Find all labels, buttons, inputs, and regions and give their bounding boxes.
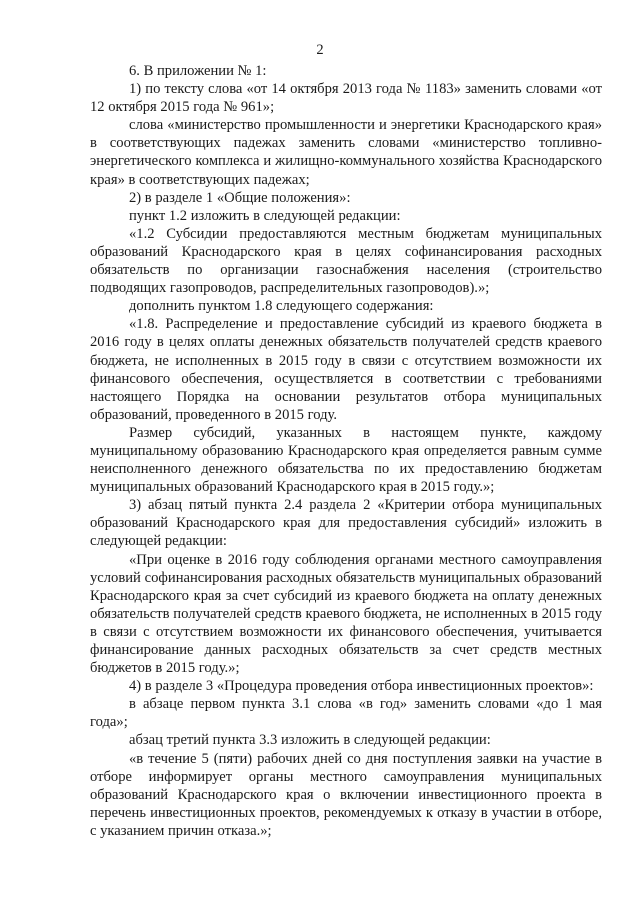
paragraph-item-3: 3) абзац пятый пункта 2.4 раздела 2 «Критерии отбора муниципальных образований Краснодарского края для предоставления субсидий» изложить в следующей редакции: <box>90 497 602 550</box>
paragraph-subsidy-amount: Размер субсидий, указанных в настоящем пункте, каждому муниципальному образованию Краснодарского края определяется равным сумме неисполненного денежного обязательства по их предоставлению бюджетам муниципальных образований Краснодарского края в 2015 году.»; <box>90 424 602 496</box>
paragraph-item-1: 1) по тексту слова «от 14 октября 2013 года № 1183» заменить словами «от 12 октября 2015 года № 961»; <box>90 81 602 116</box>
paragraph-clause-1-2-intro: пункт 1.2 изложить в следующей редакции: <box>129 207 401 224</box>
paragraph-section-6: 6. В приложении № 1: <box>129 63 267 79</box>
paragraph-assessment-2016: «При оценке в 2016 году соблюдения органами местного самоуправления условий софинансирования расходных обязательств муниципальных образований Краснодарского края за счет субсидий из краевого бюджета на оплату денежных обязательств получателей средств краевого бюджета, не исполненных в 2015 году в связи с отсутствием возможности их финансового обеспечения, учитывается финансирование данных расходных обязательств за счет средств местных бюджетов в 2015 году.»; <box>90 551 602 677</box>
paragraph-item-2: 2) в разделе 1 «Общие положения»: <box>129 189 351 206</box>
paragraph-clause-3-1: в абзаце первом пункта 3.1 слова «в год» заменить словами «до 1 мая года»; <box>90 696 602 731</box>
paragraph-clause-1-2: «1.2 Субсидии предоставляются местным бюджетам муниципальных образований Краснодарского края в целях софинансирования расходных обязательств по организации газоснабжения населения (строительство подводящих газопроводов, распределительных газопроводов).»; <box>90 225 602 297</box>
paragraph-item-4: 4) в разделе 3 «Процедура проведения отбора инвестиционных проектов»: <box>129 678 594 695</box>
paragraph-clause-3-3: «в течение 5 (пяти) рабочих дней со дня поступления заявки на участие в отборе информирует органы местного самоуправления муниципальных образований Краснодарского края о включении инвестиционного проекта в перечень инвестиционных проектов, рекомендуемых к отказу в участии в отборе, с указанием причин отказа.»; <box>90 750 602 839</box>
paragraph-clause-1-8: «1.8. Распределение и предоставление субсидий из краевого бюджета в 2016 году в целях оплаты денежных обязательств получателей средств краевого бюджета, не исполненных в 2015 году в связи с отсутствием возможности их финансового обеспечения, осуществляется в соответствии с требованиями настоящего Порядка на основании результатов отбора муниципальных образований, проведенного в 2015 году. <box>90 316 602 423</box>
document-body <box>90 62 602 840</box>
paragraph-clause-3-3-intro: абзац третий пункта 3.3 изложить в следующей редакции: <box>129 732 491 749</box>
paragraph-ministry-rename: слова «министерство промышленности и энергетики Краснодарского края» в соответствующих падежах заменить словами «министерство топливно-энергетического комплекса и жилищно-коммунального хозяйства Краснодарского края» в соответствующих падежах; <box>90 117 602 188</box>
page-number: 2 <box>316 42 324 58</box>
paragraph-clause-1-8-intro: дополнить пунктом 1.8 следующего содержания: <box>129 298 434 315</box>
